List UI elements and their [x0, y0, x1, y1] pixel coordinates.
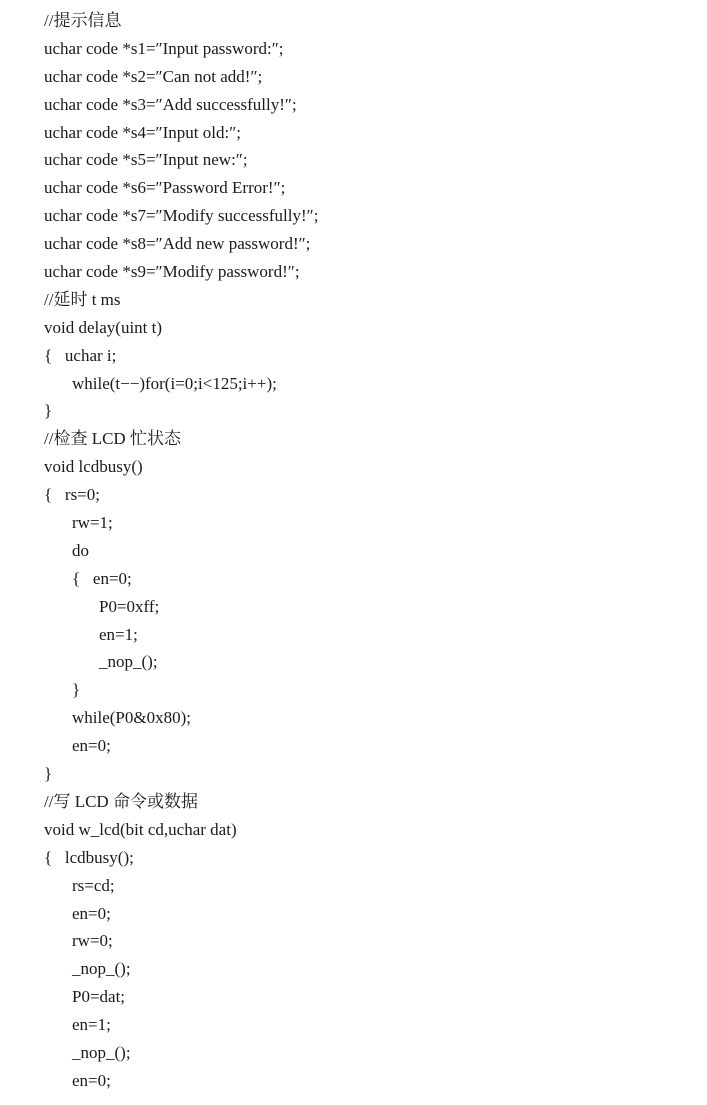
code-line: //提示信息 — [44, 11, 122, 30]
code-line: _nop_(); — [72, 1042, 131, 1062]
code-line: en=0; — [72, 1070, 111, 1090]
code-line: uchar code *s4=″Input old:″; — [44, 122, 242, 142]
code-line: void lcdbusy() — [44, 457, 143, 477]
code-line: P0=dat; — [72, 987, 126, 1007]
code-line: uchar code *s8=″Add new password!″; — [44, 234, 311, 254]
code-line: while(t−−)for(i=0;i<125;i++); — [72, 373, 277, 393]
code-line: en=0; — [72, 903, 111, 923]
code-line: { en=0; — [72, 568, 132, 588]
code-line: uchar code *s2=″Can not add!″; — [44, 66, 263, 86]
code-line: void delay(uint t) — [44, 317, 163, 337]
code-line: } — [72, 680, 81, 700]
code-line: uchar code *s1=″Input password:″; — [44, 38, 284, 58]
code-line: { uchar i; — [44, 345, 117, 365]
code-line: uchar code *s9=″Modify password!″; — [44, 262, 300, 282]
code-line: en=0; — [72, 736, 111, 756]
code-line: { lcdbusy(); — [44, 847, 134, 867]
code-line: do — [72, 540, 89, 560]
code-line: } — [44, 401, 53, 421]
code-line: _nop_(); — [72, 959, 131, 979]
code-line: en=1; — [99, 624, 138, 644]
code-line: P0=0xff; — [99, 596, 160, 616]
code-line: //写 LCD 命令或数据 — [44, 791, 198, 811]
code-line: uchar code *s6=″Password Error!″; — [44, 178, 286, 198]
code-line: } — [44, 764, 53, 784]
code-line: while(P0&0x80); — [72, 708, 191, 728]
code-line: //延时 t ms — [44, 289, 121, 309]
code-line: { rs=0; — [44, 485, 100, 505]
code-line: rw=0; — [72, 931, 113, 951]
code-line: _nop_(); — [99, 652, 158, 672]
code-line: rw=1; — [72, 513, 113, 533]
code-line: void w_lcd(bit cd,uchar dat) — [44, 819, 237, 839]
code-line: //检查 LCD 忙状态 — [44, 429, 181, 449]
code-line: rs=cd; — [72, 875, 115, 895]
code-line: uchar code *s7=″Modify successfully!″; — [44, 206, 319, 226]
code-listing — [44, 7, 318, 1095]
code-line: en=1; — [72, 1015, 111, 1035]
code-line: uchar code *s3=″Add successfully!″; — [44, 94, 297, 114]
code-line: uchar code *s5=″Input new:″; — [44, 150, 248, 170]
